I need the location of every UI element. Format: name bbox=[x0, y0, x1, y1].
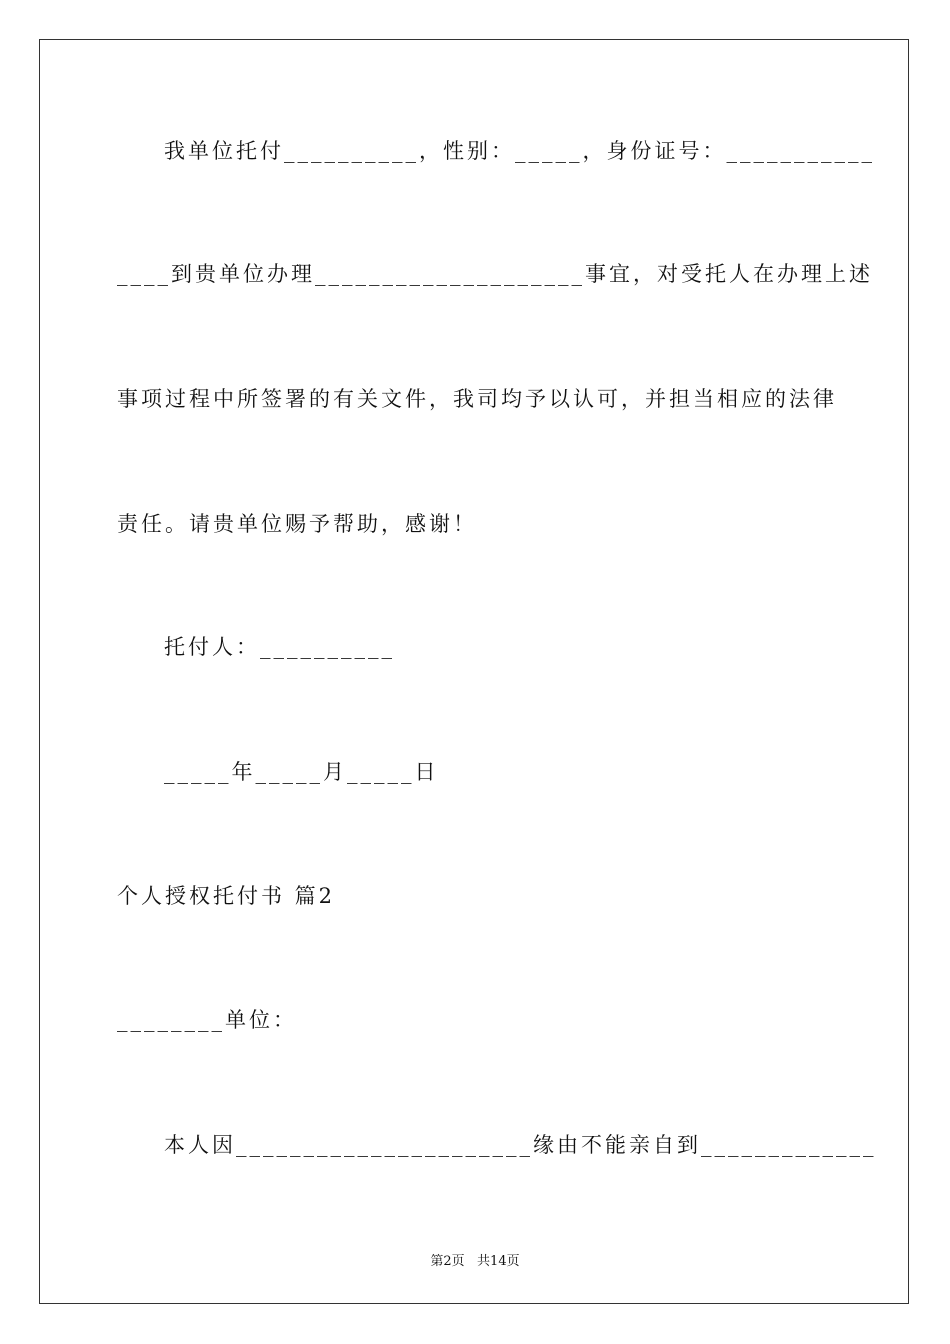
addressee-line: ________单位： bbox=[117, 1008, 297, 1032]
paragraph-line-2: ____到贵单位办理____________________事宜，对受托人在办理上述 bbox=[117, 262, 873, 286]
paragraph-line-5: 本人因______________________缘由不能亲自到_____________ bbox=[164, 1133, 877, 1157]
paragraph-line-3: 事项过程中所签署的有关文件，我司均予以认可，并担当相应的法律 bbox=[117, 387, 837, 411]
paragraph-line-4: 责任。请贵单位赐予帮助，感谢！ bbox=[117, 512, 477, 536]
signatory-line: 托付人：__________ bbox=[164, 635, 395, 659]
page-frame bbox=[39, 39, 909, 1304]
date-line: _____年_____月_____日 bbox=[164, 760, 439, 784]
page-footer: 第2页 共14页 bbox=[430, 1254, 520, 1269]
paragraph-line-1: 我单位托付__________，性别：_____，身份证号：___________ bbox=[164, 139, 875, 163]
section-heading: 个人授权托付书 篇2 bbox=[117, 884, 336, 908]
